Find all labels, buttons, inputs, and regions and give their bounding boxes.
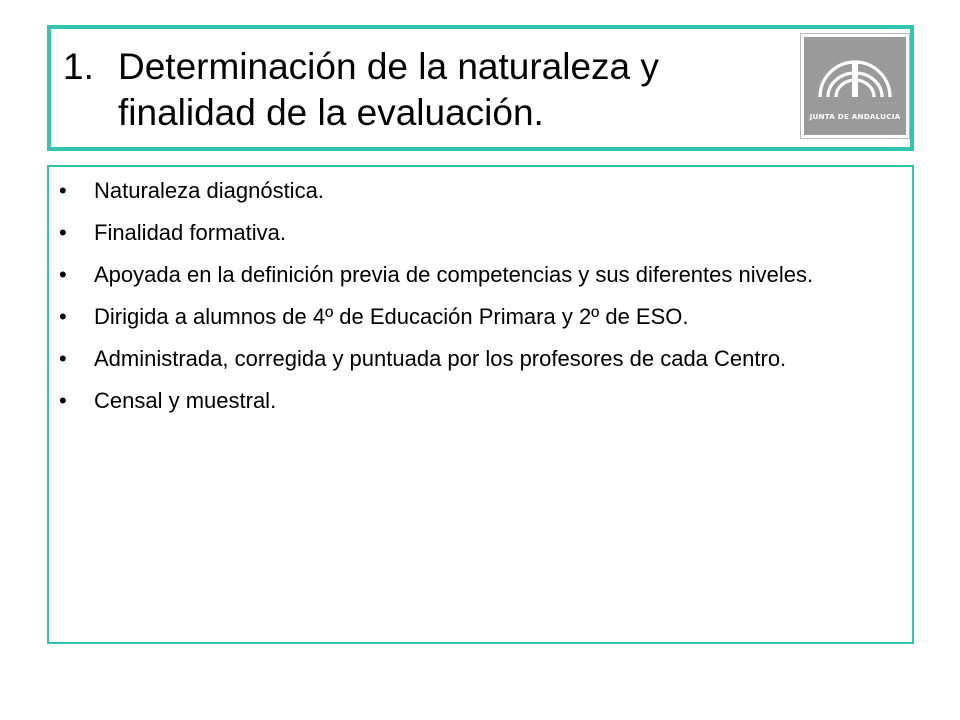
title-number: 1.: [63, 46, 94, 87]
junta-de-andalucia-logo: [800, 33, 910, 139]
slide-title: [63, 44, 783, 136]
junta-de-andalucia-arch-icon: [804, 37, 906, 107]
bullet-text: Finalidad formativa.: [94, 220, 286, 245]
bullet-item: [49, 260, 912, 289]
title-box: [47, 25, 914, 151]
logo-background: [804, 37, 906, 135]
bullet-text: Administrada, corregida y puntuada por los profesores de cada Centro.: [94, 346, 787, 371]
bullet-text: Censal y muestral.: [94, 388, 277, 413]
bullet-marker: •: [59, 220, 67, 245]
bullet-marker: •: [59, 304, 67, 329]
bullet-marker: •: [59, 262, 67, 287]
bullet-text: Dirigida a alumnos de 4º de Educación Primara y 2º de ESO.: [94, 304, 689, 329]
bullet-item: [49, 344, 912, 373]
bullet-marker: •: [59, 178, 67, 203]
logo-text: JUNTA DE ANDALUCIA: [809, 112, 901, 121]
bullet-item: [49, 302, 912, 331]
bullet-text: Naturaleza diagnóstica.: [94, 178, 324, 203]
bullet-item: [49, 386, 912, 415]
content-box: [47, 165, 914, 644]
bullet-item: [49, 218, 912, 247]
bullet-marker: •: [59, 388, 67, 413]
bullet-item: [49, 176, 912, 205]
bullet-text: Apoyada en la definición previa de competencias y sus diferentes niveles.: [94, 262, 814, 287]
bullet-marker: •: [59, 346, 67, 371]
bullet-list: [49, 176, 912, 428]
title-text: Determinación de la naturaleza y finalidad de la evaluación.: [118, 46, 659, 133]
